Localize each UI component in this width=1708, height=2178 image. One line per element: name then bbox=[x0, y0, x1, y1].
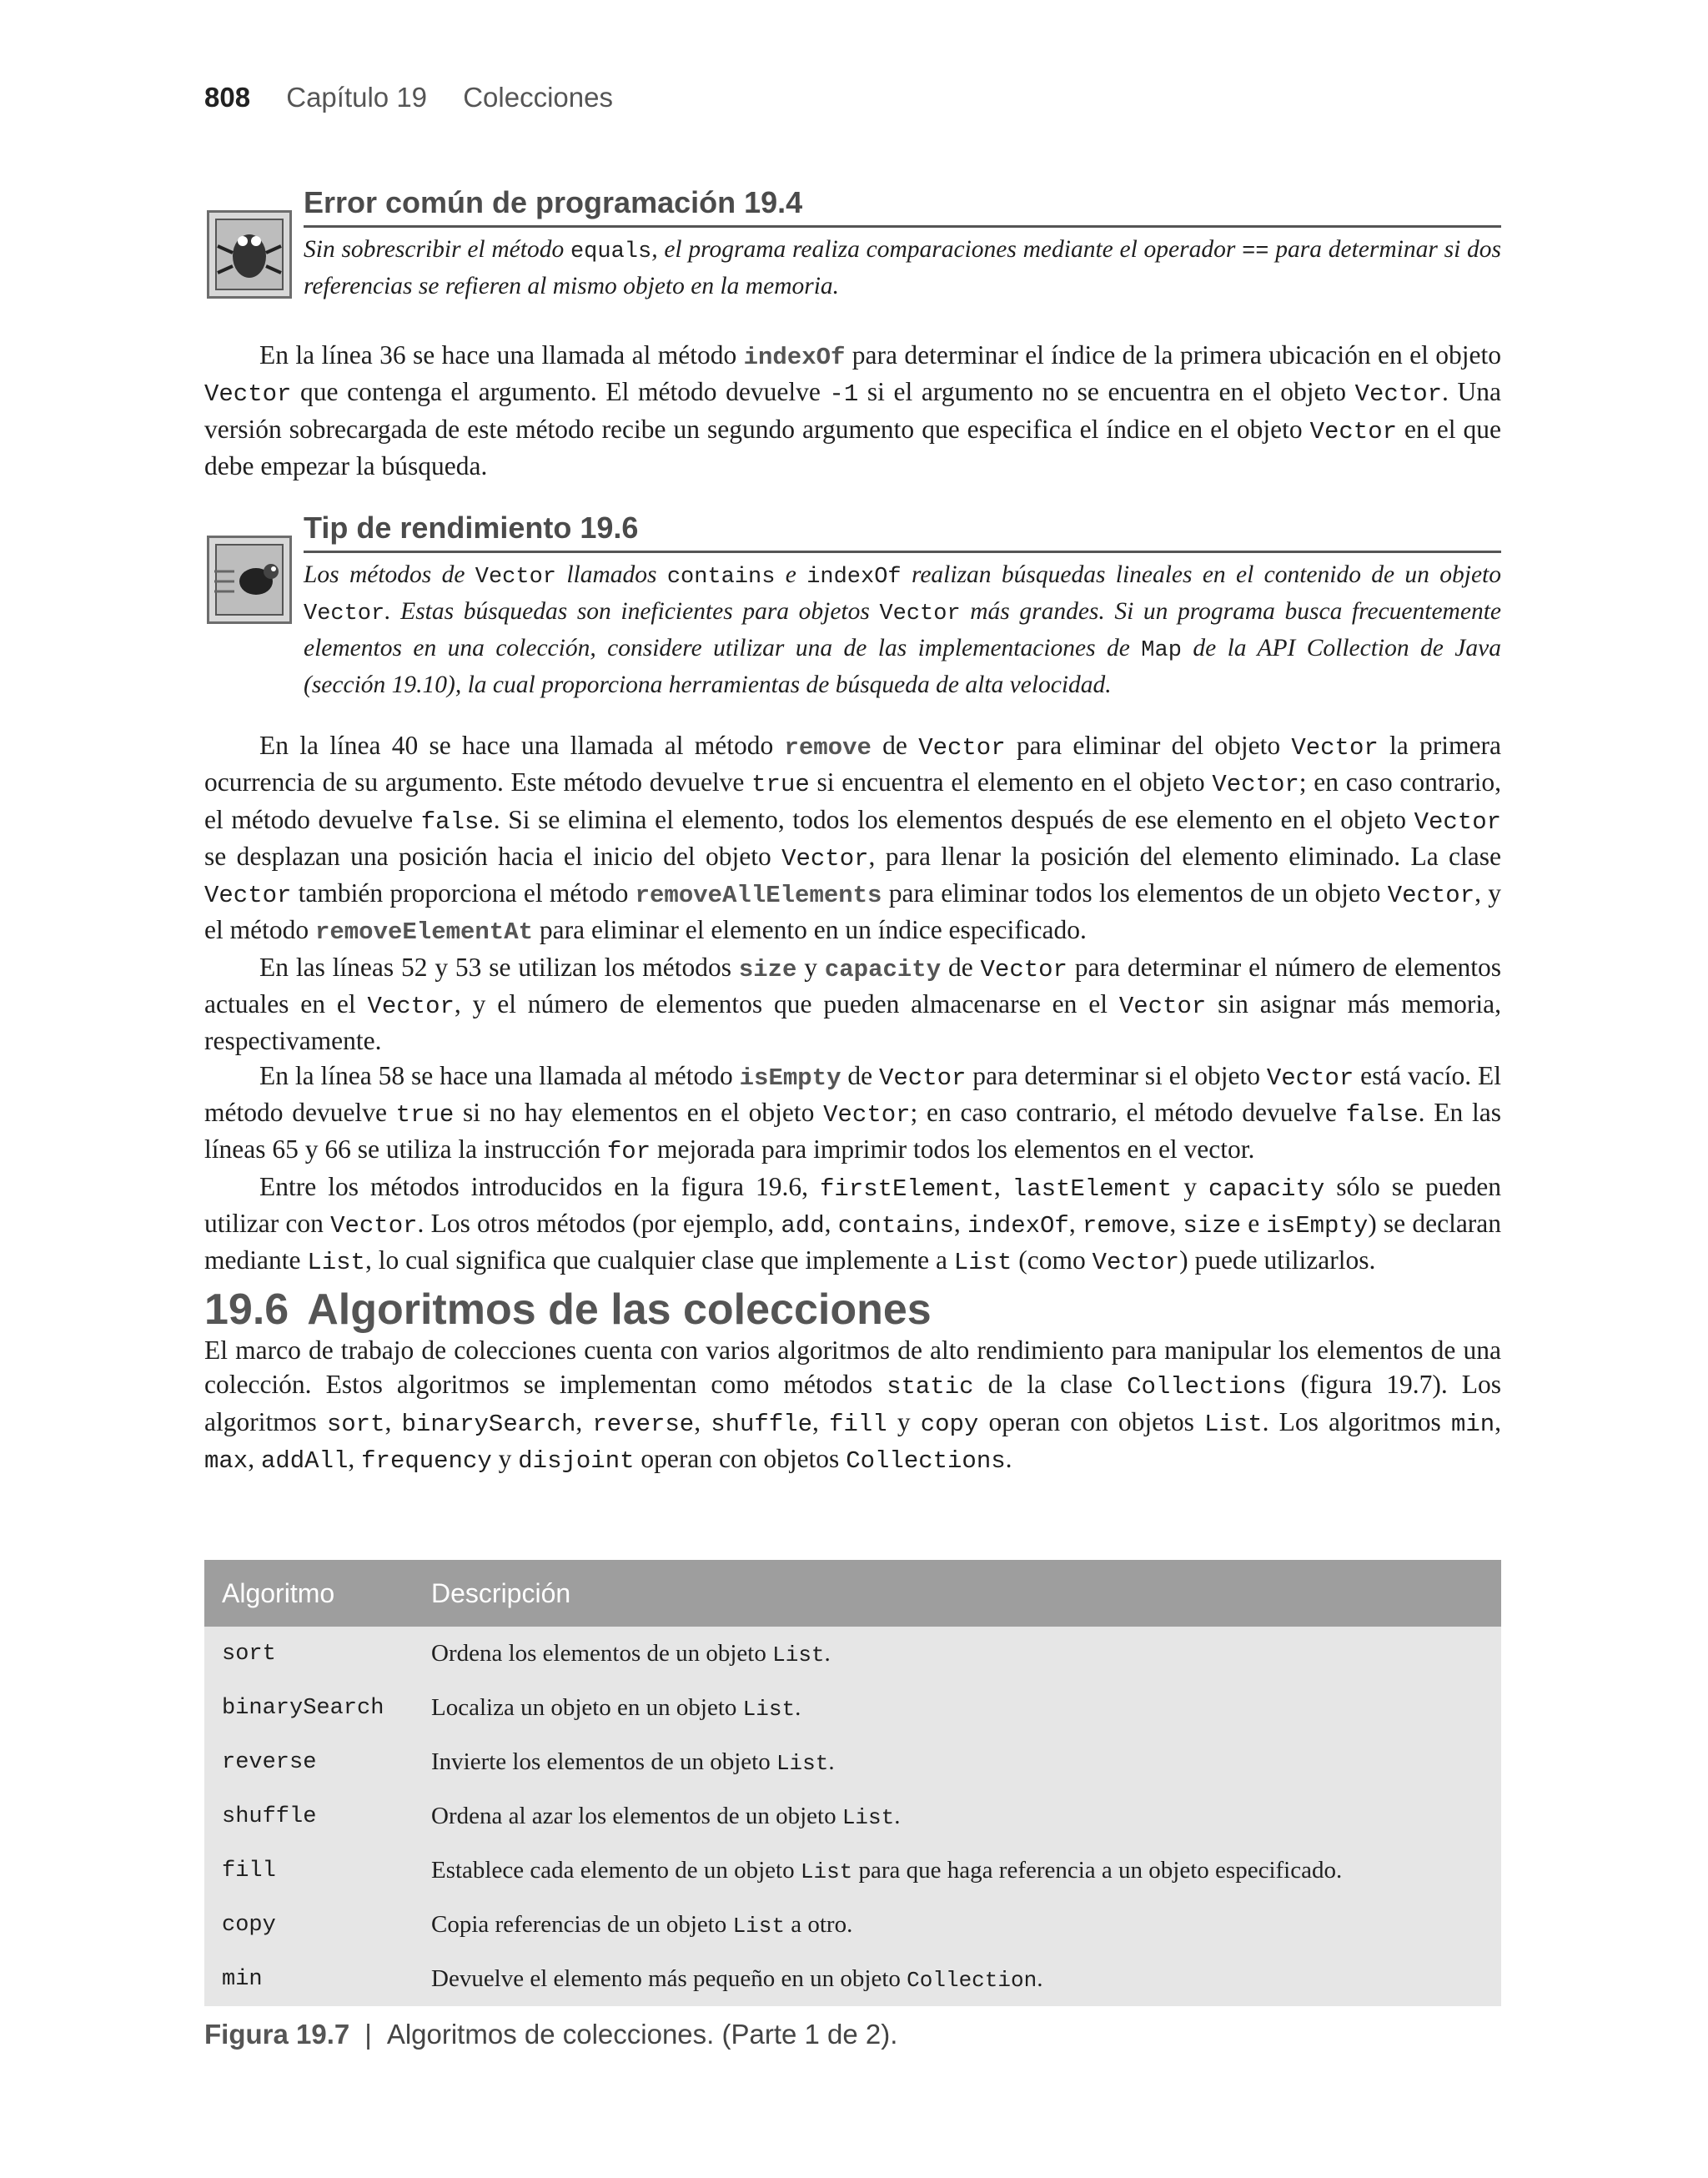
programming-error-box bbox=[207, 185, 1501, 304]
body-paragraph-4: En la línea 58 se hace una llamada al método isEmpty de Vector para determinar si el objeto Vector está vacío. El método devuelve true si no hay elementos en el objeto Vector; en caso contrario, el método devuelve false. En las líneas 65 y 66 se utiliza la instrucción for mejorada para imprimir todos los elementos en el vector. bbox=[204, 1060, 1502, 1166]
algorithm-name: shuffle bbox=[222, 1803, 317, 1829]
table-row bbox=[204, 1898, 1501, 1952]
section-number: 19.6 bbox=[204, 1285, 289, 1334]
algorithm-name: copy bbox=[222, 1912, 276, 1938]
chapter-label: Capítulo 19 bbox=[286, 82, 428, 113]
bug-icon bbox=[207, 210, 292, 299]
caption-separator: | bbox=[364, 2019, 372, 2050]
table-header-row bbox=[204, 1560, 1501, 1627]
algorithm-description: Ordena al azar los elementos de un objeto List. bbox=[431, 1803, 901, 1830]
algorithm-description: Ordena los elementos de un objeto List. bbox=[431, 1640, 831, 1667]
page-number: 808 bbox=[204, 82, 251, 113]
algorithm-name: reverse bbox=[222, 1749, 317, 1775]
body-paragraph-2: En la línea 40 se hace una llamada al método remove de Vector para eliminar del objeto Vector la primera ocurrencia de su argumento. Este método devuelve true si encuentra el elemento en el objeto Vector; en caso contrario, el método devuelve false. Si se elimina el elemento, todos los elementos después de ese elemento en el objeto Vector se desplazan una posición hacia el inicio del objeto Vector, para llenar la posición del elemento eliminado. La clase Vector también proporciona el método removeAllElements para eliminar todos los elementos de un objeto Vector, y el método removeElementAt para eliminar el elemento en un índice especificado. bbox=[204, 731, 1502, 947]
body-paragraph-3: En las líneas 52 y 53 se utilizan los métodos size y capacity de Vector para determinar el número de elementos actuales en el Vector, y el número de elementos que pueden almacenarse en el Vector sin asignar más memoria, respectivamente. bbox=[204, 952, 1502, 1056]
tip-title: Error común de programación 19.4 bbox=[304, 185, 1501, 228]
tip-text: Sin sobrescribir el método equals, el programa realiza comparaciones mediante el operador == para determinar si dos referencias se refieren al mismo objeto en la memoria. bbox=[304, 236, 1501, 299]
algorithm-description: Establece cada elemento de un objeto List para que haga referencia a un objeto especificado. bbox=[431, 1857, 1343, 1884]
figure-label: Figura 19.7 bbox=[204, 2019, 350, 2050]
column-header-description: Descripción bbox=[431, 1560, 1501, 1627]
figure-caption bbox=[204, 2019, 897, 2050]
section-heading bbox=[204, 1285, 932, 1335]
body-paragraph-5: Entre los métodos introducidos en la figura 19.6, firstElement, lastElement y capacity sólo se pueden utilizar con Vector. Los otros métodos (por ejemplo, add, contains, indexOf, remove, size e isEmpty) se declaran mediante List, lo cual significa que cualquier clase que implemente a List (como Vector) puede utilizarlos. bbox=[204, 1171, 1502, 1277]
table-row bbox=[204, 1952, 1501, 2006]
algorithm-description: Devuelve el elemento más pequeño en un objeto Collection. bbox=[431, 1965, 1043, 1993]
algorithm-name: binarySearch bbox=[222, 1695, 384, 1721]
algorithm-description: Invierte los elementos de un objeto List. bbox=[431, 1748, 835, 1776]
table-row bbox=[204, 1627, 1501, 1681]
chapter-title: Colecciones bbox=[463, 82, 613, 113]
algorithm-description: Copia referencias de un objeto List a otro. bbox=[431, 1911, 853, 1939]
tip-text: Los métodos de Vector llamados contains e indexOf realizan búsquedas lineales en el contenido de un objeto Vector. Estas búsquedas son ineficientes para objetos Vector más grandes. Si un programa busca frecuentemente elementos en una colección, considere utilizar una de las implementaciones de Map de la API Collection de Java (sección 19.10), la cual proporciona herramientas de búsqueda de alta velocidad. bbox=[304, 561, 1501, 698]
body-paragraphs bbox=[204, 728, 1501, 1280]
table-row bbox=[204, 1844, 1501, 1898]
column-header-algorithm: Algoritmo bbox=[204, 1560, 431, 1627]
caption-text: Algoritmos de colecciones. (Parte 1 de 2). bbox=[386, 2019, 898, 2050]
algorithm-name: fill bbox=[222, 1858, 276, 1884]
running-head bbox=[204, 82, 613, 113]
body-paragraph-1: En la línea 36 se hace una llamada al método indexOf para determinar el índice de la primera ubicación en el objeto Vector que contenga el argumento. El método devuelve -1 si el argumento no se encuentra en el objeto Vector. Una versión sobrecargada de este método recibe un segundo argumento que especifica el índice en el objeto Vector en el que debe empezar la búsqueda. bbox=[204, 340, 1502, 480]
algorithm-description: Localiza un objeto en un objeto List. bbox=[431, 1694, 801, 1722]
speed-bug-icon bbox=[207, 536, 292, 624]
performance-tip-box bbox=[207, 511, 1501, 702]
section-title: Algoritmos de las colecciones bbox=[307, 1285, 932, 1334]
tip-title: Tip de rendimiento 19.6 bbox=[304, 511, 1501, 553]
algorithms-table bbox=[204, 1560, 1501, 2006]
algorithm-name: sort bbox=[222, 1641, 276, 1667]
table-row bbox=[204, 1789, 1501, 1844]
table-row bbox=[204, 1735, 1501, 1789]
algorithm-name: min bbox=[222, 1966, 263, 1992]
body-paragraph-6: El marco de trabajo de colecciones cuenta con varios algoritmos de alto rendimiento para manipular los elementos de una colección. Estos algoritmos se implementan como métodos static de la clase Collections (figura 19.7). Los algoritmos sort, binarySearch, reverse, shuffle, fill y copy operan con objetos List. Los algoritmos min, max, addAll, frequency y disjoint operan con objetos Collections. bbox=[204, 1335, 1502, 1475]
table-row bbox=[204, 1681, 1501, 1735]
